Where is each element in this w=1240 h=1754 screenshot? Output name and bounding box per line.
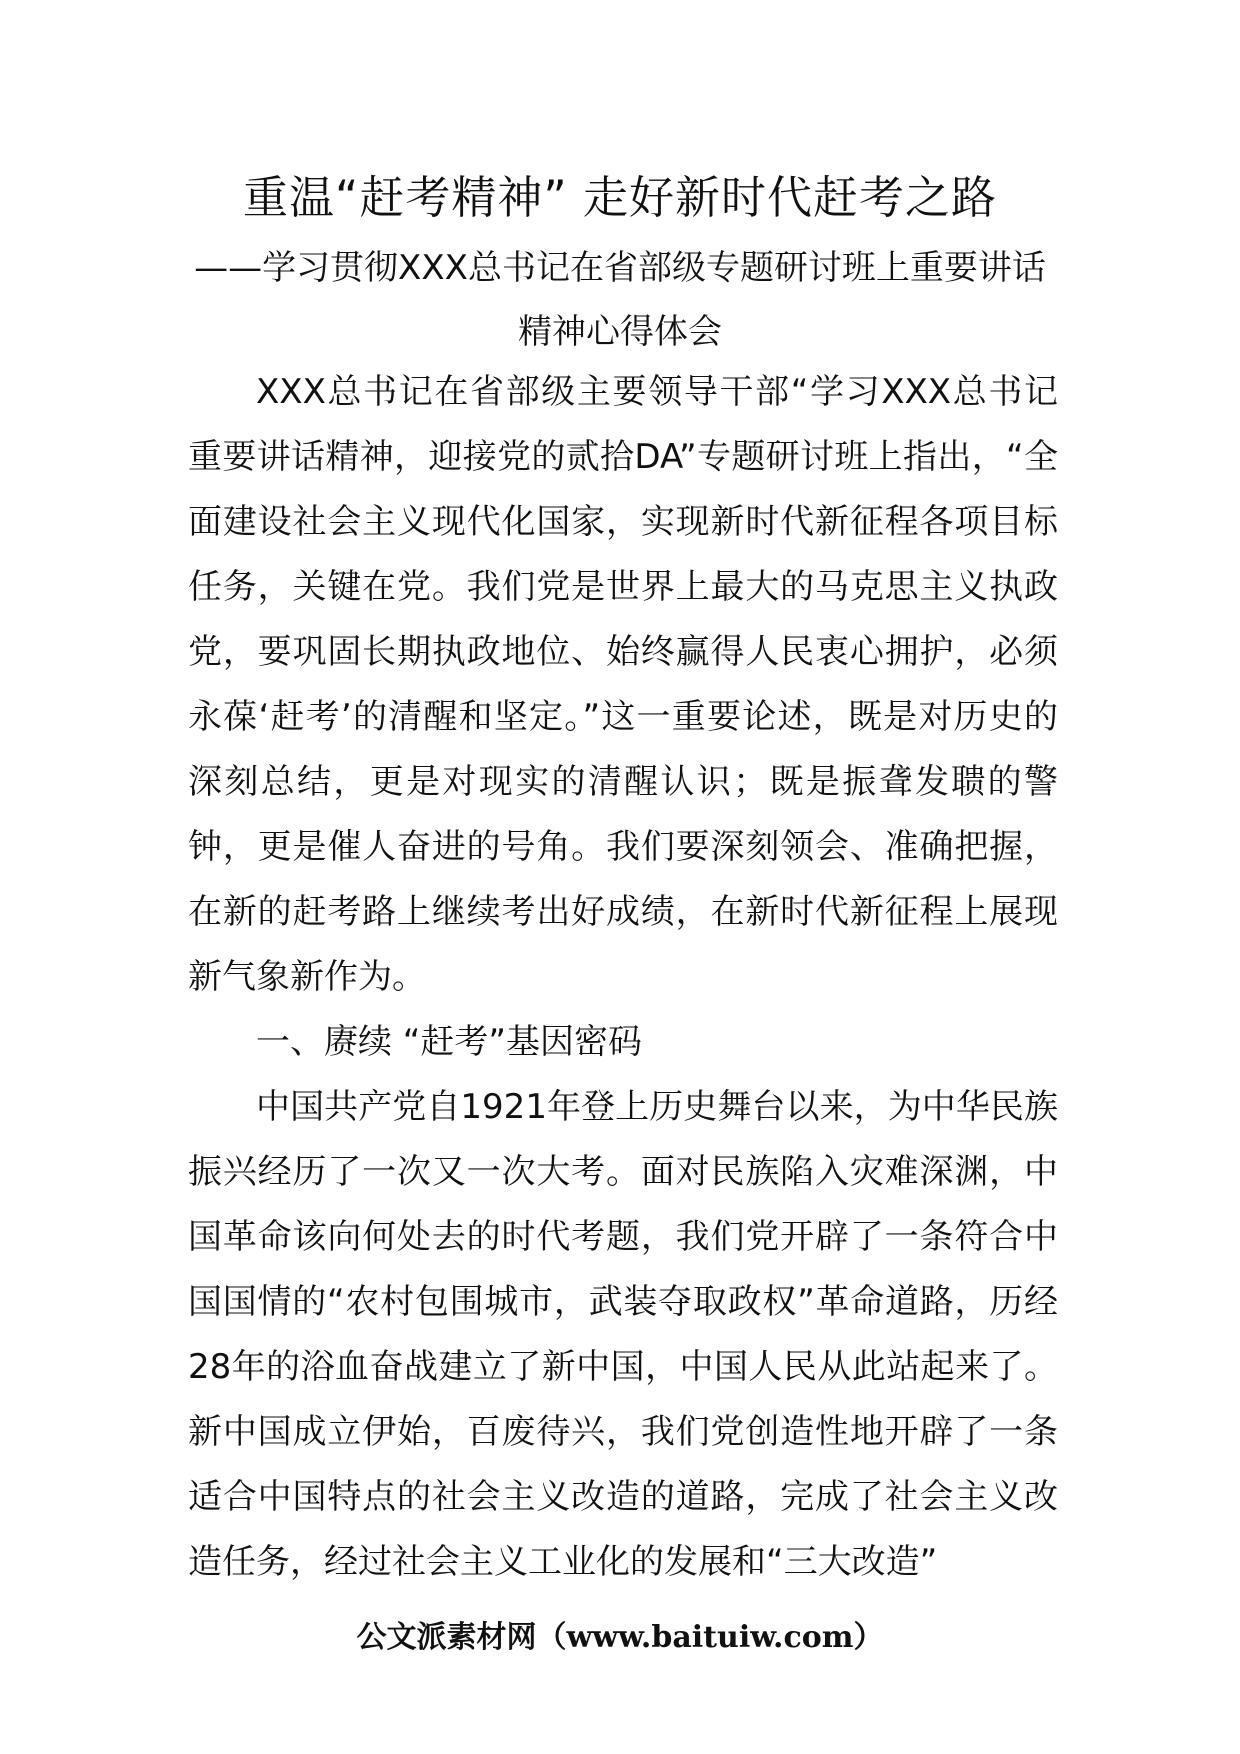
subtitle-line-1: ——学习贯彻XXX总书记在省部级专题研讨班上重要讲话 [194, 248, 1046, 288]
section-heading-1: 一、赓续 “赶考”基因密码 [256, 1022, 643, 1062]
body-paragraph-intro: XXX总书记在省部级主要领导干部“学习XXX总书记重要讲话精神，迎接党的贰拾DA”专题研讨班上指出，“全面建设社会主义现代化国家，实现新时代新征程各项目标任务，关键在党。我们党是世界上最大的马克思主义执政党，要巩固长期执政地位、始终赢得人民衷心拥护，必须永葆‘赶考’的清醒和坚定。”这一重要论述，既是对历史的深刻总结，更是对现实的清醒认识；既是振聋发聩的警钟，更是催人奋进的号角。我们要深刻领会、准确把握，在新的赶考路上继续考出好成绩，在新时代新征程上展现新气象新作为。 [188, 372, 1058, 997]
document-subtitle [0, 236, 1240, 364]
body-paragraph-section-1: 中国共产党自1921年登上历史舞台以来，为中华民族振兴经历了一次又一次大考。面对民族陷入灾难深渊，中国革命该向何处去的时代考题，我们党开辟了一条符合中国国情的“农村包围城市，武装夺取政权”革命道路，历经28年的浴血奋战建立了新中国，中国人民从此站起来了。新中国成立伊始，百废待兴，我们党创造性地开辟了一条适合中国特点的社会主义改造的道路，完成了社会主义改造任务，经过社会主义工业化的发展和“三大改造” [188, 1087, 1058, 1582]
document-title: 重温“赶考精神” 走好新时代赶考之路 [243, 171, 997, 224]
footer-watermark-text: 公文派素材网（www.baituiw.com） [356, 1620, 884, 1655]
document-body [188, 360, 1058, 1595]
subtitle-line-2: 精神心得体会 [518, 312, 722, 352]
